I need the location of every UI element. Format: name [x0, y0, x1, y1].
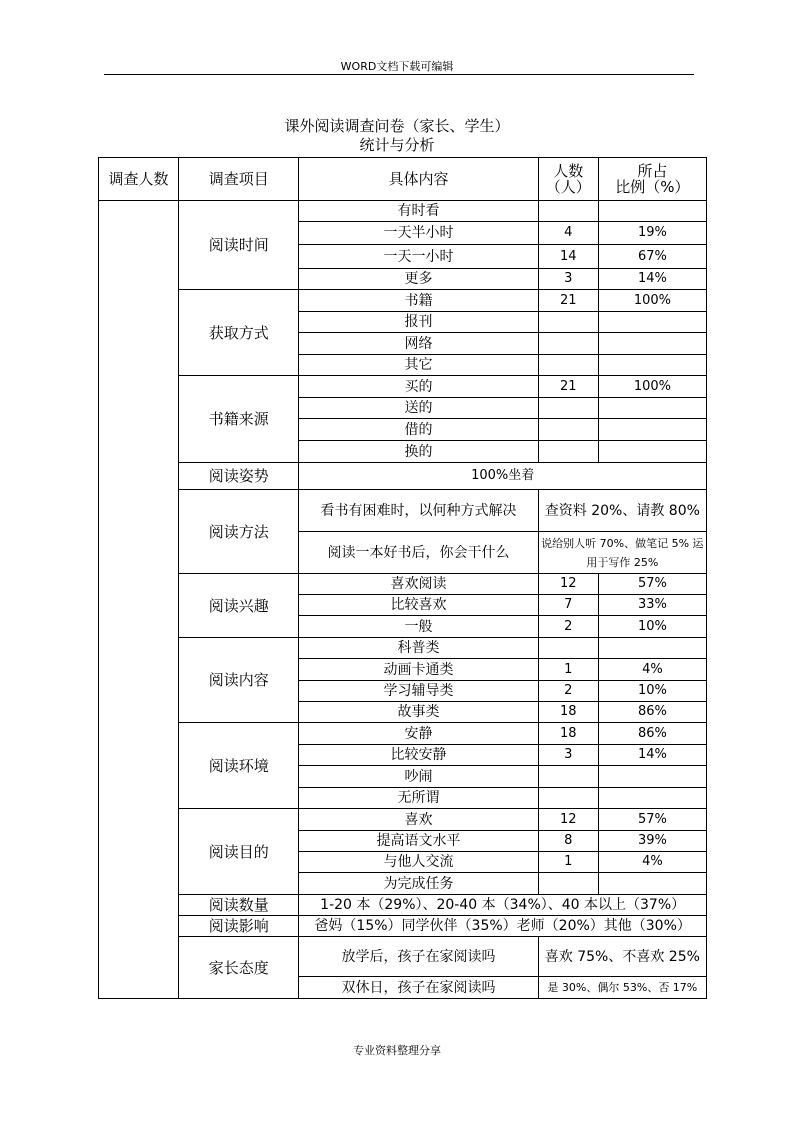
count-cell	[538, 638, 598, 659]
count-header-line1: 人数	[553, 162, 584, 180]
item-reading-purpose: 阅读目的	[179, 809, 299, 895]
col-header-ratio	[598, 158, 706, 201]
content-cell: 换的	[299, 441, 538, 463]
ratio-cell	[598, 201, 706, 222]
question-cell: 阅读一本好书后，你会干什么	[299, 532, 538, 574]
ratio-cell	[598, 441, 706, 463]
table-row	[99, 201, 707, 222]
ratio-cell: 67%	[598, 245, 706, 269]
count-cell: 18	[538, 723, 598, 745]
question-cell: 双休日，孩子在家阅读吗	[299, 977, 538, 999]
item-reading-method: 阅读方法	[179, 490, 299, 574]
survey-table	[98, 157, 707, 999]
merged-answer-cell: 爸妈（15%）同学伙伴（35%）老师（20%）其他（30%）	[299, 916, 707, 937]
content-cell: 安静	[299, 723, 538, 745]
header-rule	[104, 74, 694, 75]
col-header-item: 调查项目	[179, 158, 299, 201]
ratio-cell: 57%	[598, 809, 706, 831]
table-row	[99, 376, 707, 398]
ratio-cell	[598, 638, 706, 659]
item-reading-interest: 阅读兴趣	[179, 574, 299, 638]
count-cell	[538, 873, 598, 895]
table-row	[99, 809, 707, 831]
content-cell: 提高语文水平	[299, 831, 538, 852]
count-cell	[538, 312, 598, 333]
table-row	[99, 290, 707, 312]
count-cell: 21	[538, 376, 598, 398]
count-cell: 1	[538, 659, 598, 681]
ratio-cell	[598, 766, 706, 788]
count-cell: 18	[538, 702, 598, 723]
table-row	[99, 916, 707, 937]
header-row	[99, 158, 707, 201]
content-cell: 吵闹	[299, 766, 538, 788]
count-cell	[538, 333, 598, 355]
table-row	[99, 937, 707, 977]
ratio-cell: 39%	[598, 831, 706, 852]
ratio-cell: 10%	[598, 681, 706, 702]
answer-cell: 说给别人听 70%、做笔记 5% 运用于写作 25%	[538, 532, 706, 574]
merged-answer-cell: 100%坐着	[299, 463, 707, 490]
content-cell: 有时看	[299, 201, 538, 222]
ratio-cell: 33%	[598, 595, 706, 616]
page-header: WORD文档下载可编辑	[340, 60, 454, 73]
item-parent-attitude: 家长态度	[179, 937, 299, 999]
ratio-cell	[598, 419, 706, 441]
answer-cell: 喜欢 75%、不喜欢 25%	[538, 937, 706, 977]
item-access-method: 获取方式	[179, 290, 299, 376]
item-reading-content: 阅读内容	[179, 638, 299, 723]
question-cell: 看书有困难时，以何种方式解决	[299, 490, 538, 532]
content-cell: 故事类	[299, 702, 538, 723]
content-cell: 比较安静	[299, 745, 538, 766]
ratio-cell: 14%	[598, 745, 706, 766]
table-row	[99, 638, 707, 659]
ratio-cell: 100%	[598, 376, 706, 398]
ratio-header-line2: 比例（%）	[615, 178, 690, 196]
content-cell: 一天一小时	[299, 245, 538, 269]
table-row	[99, 574, 707, 595]
count-cell	[538, 355, 598, 376]
content-cell: 一般	[299, 616, 538, 638]
table-row	[99, 463, 707, 490]
ratio-cell: 14%	[598, 269, 706, 290]
ratio-cell: 10%	[598, 616, 706, 638]
count-cell	[538, 441, 598, 463]
item-reading-environment: 阅读环境	[179, 723, 299, 809]
count-cell: 4	[538, 222, 598, 245]
page-footer: 专业资料整理分享	[353, 1044, 441, 1057]
table-row	[99, 490, 707, 532]
document-title: 课外阅读调查问卷（家长、学生）	[284, 117, 510, 135]
item-reading-posture: 阅读姿势	[179, 463, 299, 490]
content-cell: 科普类	[299, 638, 538, 659]
answer-cell: 是 30%、偶尔 53%、否 17%	[538, 977, 706, 999]
content-cell: 喜欢	[299, 809, 538, 831]
count-cell	[538, 398, 598, 419]
count-cell	[538, 201, 598, 222]
content-cell: 为完成任务	[299, 873, 538, 895]
table-row	[99, 723, 707, 745]
col-header-respondents: 调查人数	[99, 158, 179, 201]
ratio-cell: 100%	[598, 290, 706, 312]
ratio-cell: 86%	[598, 702, 706, 723]
content-cell: 借的	[299, 419, 538, 441]
content-cell: 更多	[299, 269, 538, 290]
ratio-cell	[598, 312, 706, 333]
count-cell: 3	[538, 269, 598, 290]
table-row	[99, 895, 707, 916]
document-subtitle: 统计与分析	[359, 136, 435, 154]
content-cell: 动画卡通类	[299, 659, 538, 681]
count-cell	[538, 766, 598, 788]
content-cell: 买的	[299, 376, 538, 398]
content-cell: 学习辅导类	[299, 681, 538, 702]
respondents-cell	[99, 201, 179, 999]
count-cell: 2	[538, 681, 598, 702]
ratio-cell	[598, 398, 706, 419]
count-header-line2: （人）	[545, 178, 591, 196]
count-cell: 12	[538, 809, 598, 831]
content-cell: 喜欢阅读	[299, 574, 538, 595]
count-cell	[538, 419, 598, 441]
content-cell: 无所谓	[299, 788, 538, 809]
content-cell: 网络	[299, 333, 538, 355]
content-cell: 书籍	[299, 290, 538, 312]
content-cell: 送的	[299, 398, 538, 419]
count-cell: 1	[538, 852, 598, 873]
content-cell: 一天半小时	[299, 222, 538, 245]
ratio-cell	[598, 355, 706, 376]
ratio-cell	[598, 788, 706, 809]
ratio-cell	[598, 873, 706, 895]
count-cell: 3	[538, 745, 598, 766]
count-cell: 2	[538, 616, 598, 638]
ratio-header-line1: 所占	[637, 162, 668, 180]
count-cell: 21	[538, 290, 598, 312]
merged-answer-cell: 1-20 本（29%）、20-40 本（34%）、40 本以上（37%）	[299, 895, 707, 916]
ratio-cell: 86%	[598, 723, 706, 745]
count-cell: 12	[538, 574, 598, 595]
item-reading-influence: 阅读影响	[179, 916, 299, 937]
ratio-cell: 4%	[598, 852, 706, 873]
content-cell: 与他人交流	[299, 852, 538, 873]
question-cell: 放学后，孩子在家阅读吗	[299, 937, 538, 977]
col-header-count	[538, 158, 598, 201]
col-header-content: 具体内容	[299, 158, 538, 201]
count-cell: 14	[538, 245, 598, 269]
content-cell: 报刊	[299, 312, 538, 333]
item-book-source: 书籍来源	[179, 376, 299, 463]
content-cell: 比较喜欢	[299, 595, 538, 616]
ratio-cell: 57%	[598, 574, 706, 595]
ratio-cell: 4%	[598, 659, 706, 681]
count-cell: 8	[538, 831, 598, 852]
ratio-cell	[598, 333, 706, 355]
answer-cell: 查资料 20%、请教 80%	[538, 490, 706, 532]
item-reading-time: 阅读时间	[179, 201, 299, 290]
ratio-cell: 19%	[598, 222, 706, 245]
count-cell: 7	[538, 595, 598, 616]
count-cell	[538, 788, 598, 809]
item-reading-quantity: 阅读数量	[179, 895, 299, 916]
content-cell: 其它	[299, 355, 538, 376]
